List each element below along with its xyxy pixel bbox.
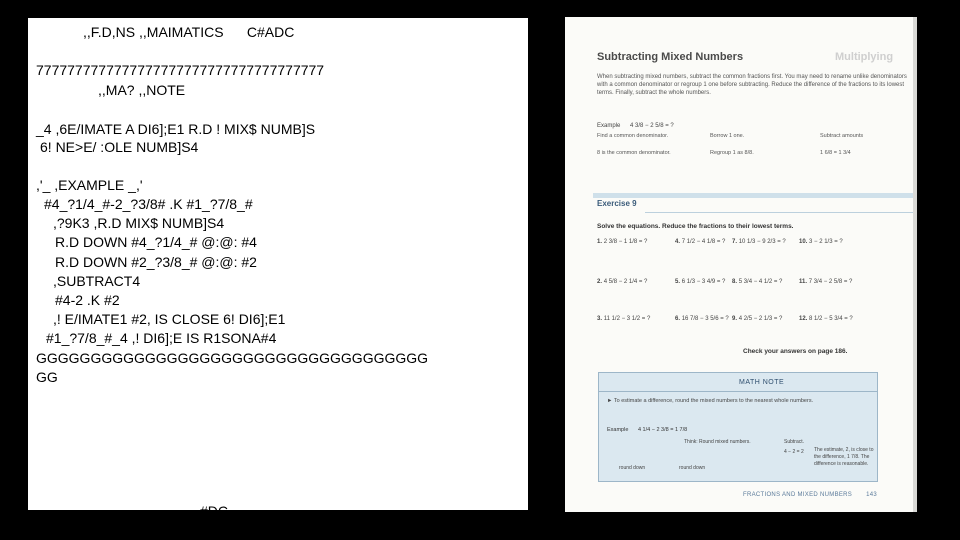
example-label: Example bbox=[597, 123, 621, 129]
step-1 bbox=[597, 133, 677, 157]
math-note-round-down: round down bbox=[679, 465, 706, 471]
exercise-band bbox=[593, 193, 913, 198]
text-line: R.D DOWN #4_?1/4_# @:@: #4 bbox=[55, 234, 257, 250]
problem: 9. 4 2/5 − 2 1/3 = ? bbox=[732, 316, 783, 322]
math-note-round-down: round down bbox=[619, 465, 646, 471]
text-line: 6! NE>E/ :OLE NUMB]S4 bbox=[40, 139, 199, 155]
math-note-box bbox=[598, 372, 878, 482]
bleed-through-title: Multiplying bbox=[835, 51, 894, 63]
step-heading: Find a common denominator. bbox=[597, 133, 669, 139]
step-note: 1 6/8 = 1 3/4 bbox=[820, 150, 851, 156]
example-row bbox=[597, 123, 674, 129]
text-line: #1_?7/8_#_4 ,! DI6];E IS R1SONA#4 bbox=[46, 330, 277, 346]
math-note-explanation: The estimate, 2, is close to the difference, 1 7/8. The difference is reasonable. bbox=[814, 447, 874, 467]
problem: 1. 2 3/8 − 1 1/8 = ? bbox=[597, 239, 648, 245]
braille-text-panel bbox=[28, 18, 528, 519]
intro-paragraph: When subtracting mixed numbers, subtract the common fractions first. You may need to rename unlike denominators with a common denominator or regroup 1 one before subtracting. Reduce the difference of the fractions to its lowest terms. Finally, subtract the whole numbers. bbox=[597, 74, 907, 96]
text-line: ,! E/IMATE1 #2, IS CLOSE 6! DI6];E1 bbox=[53, 311, 286, 327]
check-answers-note: Check your answers on page 186. bbox=[743, 348, 848, 355]
math-note-text: ► To estimate a difference, round the mixed numbers to the nearest whole numbers. bbox=[607, 398, 814, 404]
step-note: Regroup 1 as 8/8. bbox=[710, 150, 754, 156]
problem: 4. 7 1/2 − 4 1/8 = ? bbox=[675, 239, 726, 245]
problem: 12. 8 1/2 − 5 3/4 = ? bbox=[799, 316, 853, 322]
step-3 bbox=[820, 133, 900, 157]
text-line: ,?9K3 ,R.D MIX$ NUMB]S4 bbox=[53, 215, 225, 231]
math-note-example: Example 4 1/4 − 2 3/8 = 1 7/8 bbox=[607, 427, 688, 433]
page-footer: FRACTIONS AND MIXED NUMBERS 143 bbox=[743, 492, 878, 498]
math-note-title: MATH NOTE bbox=[739, 379, 785, 386]
exercise-instructions: Solve the equations. Reduce the fractions to their lowest terms. bbox=[597, 223, 794, 230]
page-number: 143 bbox=[866, 492, 878, 498]
example-heading: ,'_ ,EXAMPLE _,' bbox=[36, 177, 143, 193]
math-note-subtract-expr: 4 − 2 = 2 bbox=[784, 449, 804, 455]
page-marker: #DC bbox=[200, 503, 229, 519]
problem: 11. 7 3/4 − 2 5/8 = ? bbox=[799, 279, 853, 285]
problem: 6. 16 7/8 − 3 5/6 = ? bbox=[675, 316, 729, 322]
page-title: Subtracting Mixed Numbers bbox=[597, 51, 744, 63]
separator-line: 7777777777777777777777777777777777777 bbox=[36, 62, 325, 78]
text-line: ,SUBTRACT4 bbox=[53, 273, 141, 289]
step-heading: Subtract amounts bbox=[820, 133, 864, 139]
example-expression: 4 3/8 − 2 5/8 = ? bbox=[630, 123, 674, 129]
divider bbox=[645, 212, 913, 213]
header-line: ,,F.D,NS ,,MAIMATICS C#ADC bbox=[83, 24, 295, 40]
problem: 5. 6 1/3 − 3 4/9 = ? bbox=[675, 279, 726, 285]
math-note-subtract: Subtract. bbox=[784, 439, 805, 445]
problem: 7. 10 1/3 − 9 2/3 = ? bbox=[732, 239, 786, 245]
problem: 2. 4 5/8 − 2 1/4 = ? bbox=[597, 279, 648, 285]
step-note: 8 is the common denominator. bbox=[597, 150, 671, 156]
text-line: _4 ,6E/IMATE A DI6];E1 R.D ! MIX$ NUMB]S bbox=[36, 121, 316, 137]
problem: 10. 3 − 2 1/3 = ? bbox=[799, 239, 843, 245]
separator-line: GG bbox=[36, 369, 58, 385]
math-note-think: Think: Round mixed numbers. bbox=[684, 439, 751, 445]
text-line: R.D DOWN #2_?3/8_# @:@: #2 bbox=[55, 254, 257, 270]
problem: 3. 11 1/2 − 3 1/2 = ? bbox=[597, 316, 651, 322]
note-heading: ,,MA? ,,NOTE bbox=[98, 82, 186, 98]
problem: 8. 5 3/4 − 4 1/2 = ? bbox=[732, 279, 783, 285]
separator-line: GGGGGGGGGGGGGGGGGGGGGGGGGGGGGGGGGGGG bbox=[36, 350, 429, 366]
page-edge-shadow bbox=[913, 17, 917, 512]
textbook-page bbox=[565, 17, 917, 512]
text-line: #4-2 .K #2 bbox=[55, 292, 120, 308]
divider bbox=[599, 391, 877, 392]
exercise-label: Exercise 9 bbox=[597, 199, 637, 208]
step-heading: Borrow 1 one. bbox=[710, 133, 745, 139]
step-2 bbox=[710, 133, 800, 157]
text-line: #4_?1/4_#-2_?3/8# .K #1_?7/8_# bbox=[44, 196, 253, 212]
